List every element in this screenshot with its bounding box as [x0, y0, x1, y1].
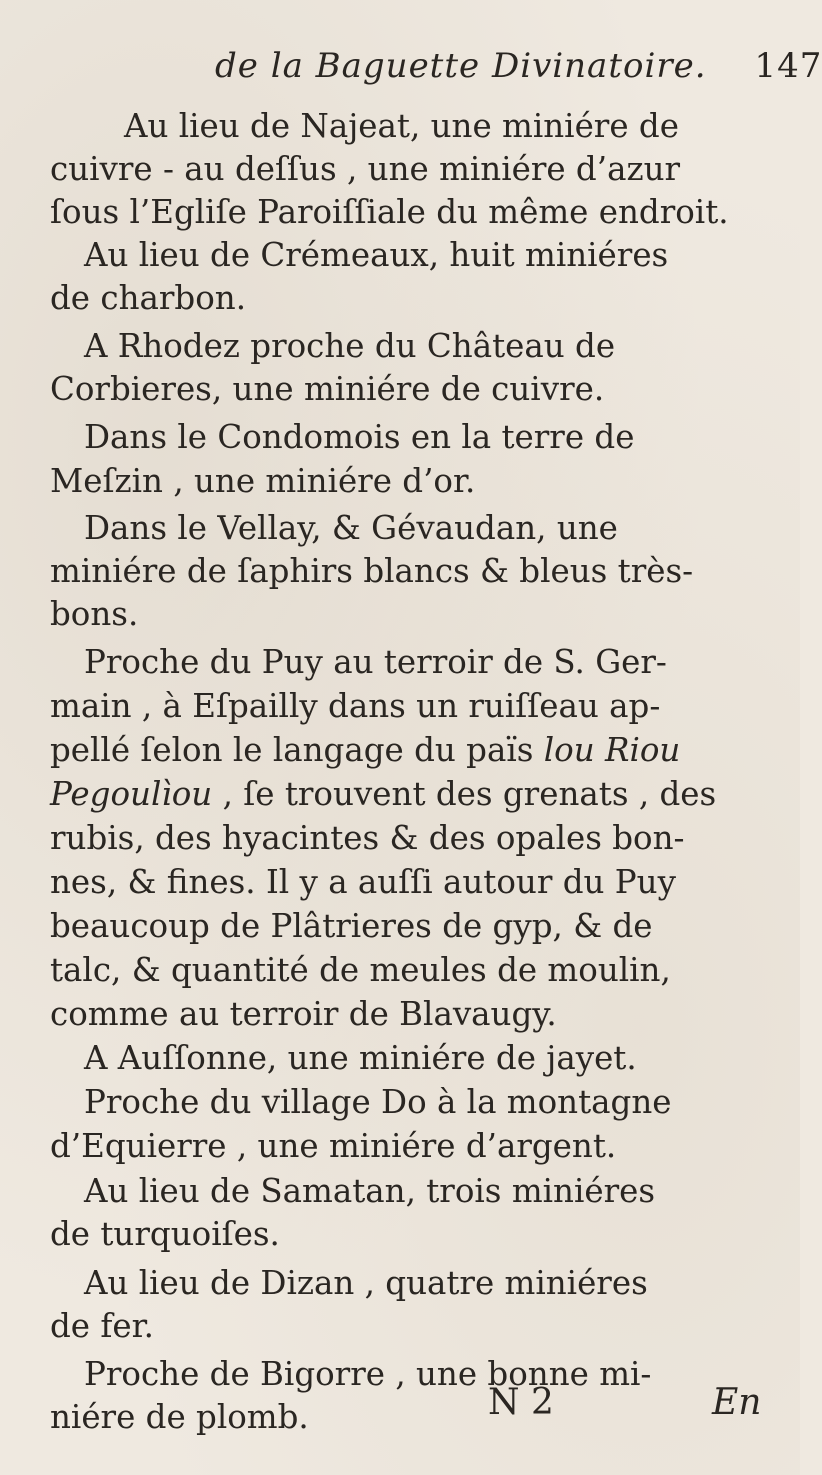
- text-line: de fer.: [50, 1307, 154, 1345]
- text-line: niére de plomb.: [50, 1398, 309, 1436]
- running-title: de la Baguette Divinatoire.: [215, 46, 707, 86]
- text-segment: , ſe trouvent des grenats , des: [212, 775, 717, 813]
- text-line: Meſzin , une miniére d’or.: [50, 462, 476, 500]
- text-line: Proche de Bigorre , une bonne mi-: [84, 1355, 652, 1393]
- text-line: Au lieu de Crémeaux, huit miniéres: [84, 236, 669, 274]
- dialect-term: Pegoulìou: [50, 775, 213, 813]
- text-line: Dans le Condomois en la terre de: [84, 418, 635, 456]
- text-line: Dans le Vellay, & Gévaudan, une: [84, 509, 618, 547]
- text-line: d’Equierre , une miniére d’argent.: [50, 1127, 617, 1165]
- dialect-term: lou Riou: [543, 731, 681, 769]
- text-line: nes, & fines. Il y a auſſi autour du Puy: [50, 863, 676, 901]
- text-line: Proche du village Do à la montagne: [84, 1083, 672, 1121]
- text-segment: pellé ſelon le langage du païs: [50, 731, 544, 769]
- text-line: A Auſſonne, une miniére de jayet.: [84, 1039, 637, 1077]
- text-line: miniére de ſaphirs blancs & bleus très-: [50, 552, 694, 590]
- text-line: [50, 731, 681, 769]
- text-line: talc, & quantité de meules de moulin,: [50, 951, 671, 989]
- text-line: comme au terroir de Blavaugy.: [50, 995, 557, 1033]
- text-line: [50, 775, 717, 813]
- text-line: main , à Eſpailly dans un ruiſſeau ap-: [50, 687, 661, 725]
- text-line: cuivre - au deſſus , une miniére d’azur: [50, 150, 681, 188]
- text-line: Au lieu de Dizan , quatre miniéres: [84, 1264, 648, 1302]
- text-line: de turquoiſes.: [50, 1215, 280, 1253]
- text-line: bons.: [50, 595, 139, 633]
- page-number: 147: [754, 46, 822, 86]
- text-line: Au lieu de Samatan, trois miniéres: [84, 1172, 656, 1210]
- running-head: [215, 46, 822, 86]
- text-line: beaucoup de Plâtrieres de gyp, & de: [50, 907, 653, 945]
- text-line: rubis, des hyacintes & des opales bon-: [50, 819, 685, 857]
- text-line: ſous l’Egliſe Paroiſſiale du même endroit.: [50, 193, 729, 231]
- text-line: Proche du Puy au terroir de S. Ger-: [84, 643, 667, 681]
- text-line: Au lieu de Najeat, une miniére de: [124, 107, 679, 145]
- printer-signature: N 2: [488, 1382, 554, 1423]
- text-line: de charbon.: [50, 279, 247, 317]
- text-line: A Rhodez proche du Château de: [84, 327, 616, 365]
- text-line: Corbieres, une miniére de cuivre.: [50, 370, 605, 408]
- catchword: En: [712, 1382, 762, 1423]
